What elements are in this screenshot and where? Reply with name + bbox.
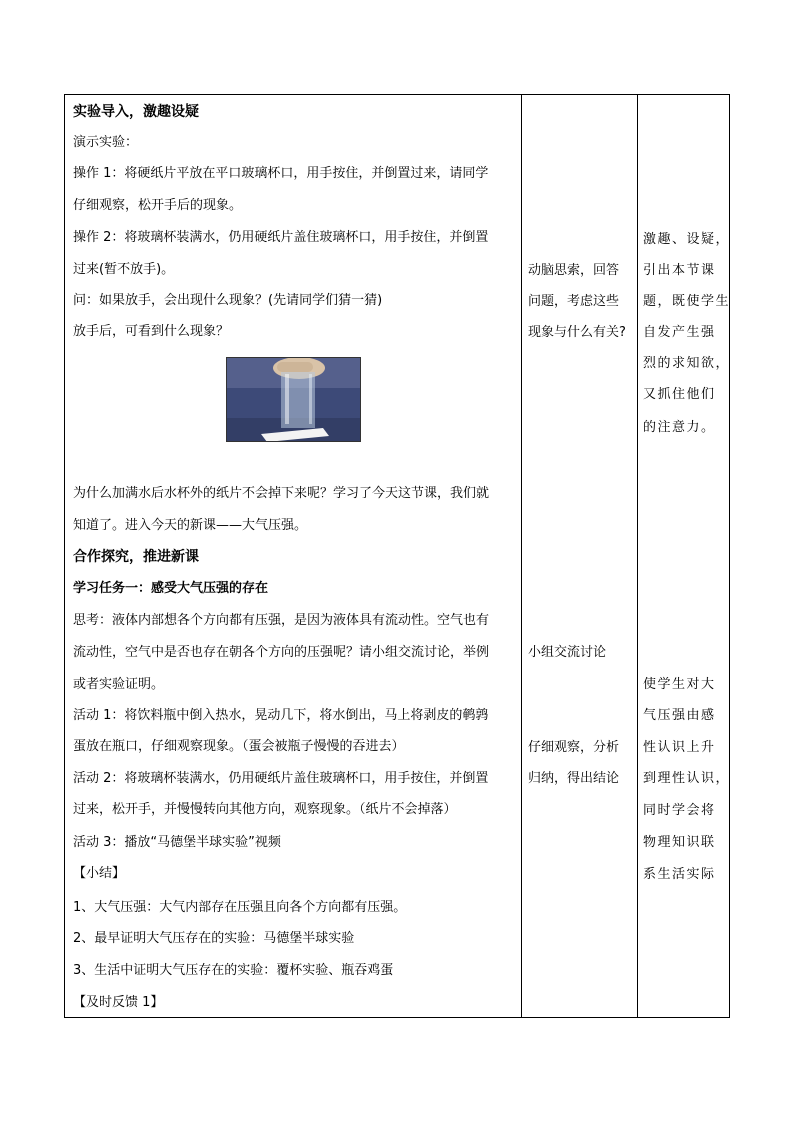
why-line2: 知道了。进入今天的新课——大气压强。: [73, 518, 308, 533]
act3-text: 活动 3：播放“马德堡半球实验”视频: [73, 835, 281, 850]
intent-1-line: 烈的求知欲，: [643, 356, 731, 371]
intent-2-line: 同时学会将: [643, 803, 716, 818]
think-line1: 思考：液体内部想各个方向都有压强，是因为液体具有流动性。空气也有: [73, 613, 490, 628]
intent-2-line: 到理性认识，: [643, 771, 731, 786]
task1-title: 学习任务一：感受大气压强的存在: [73, 581, 269, 596]
summary2: 2、最早证明大气压存在的实验：马德堡半球实验: [73, 931, 355, 946]
student-activity-1-line3: 现象与什么有关?: [528, 325, 626, 340]
student-activity-1-line1: 动脑思索，回答: [528, 263, 620, 278]
intent-1-line: 又抓住他们: [643, 387, 716, 402]
think-line3: 或者实验证明。: [73, 677, 165, 692]
op2-line2: 过来(暂不放手)。: [73, 262, 175, 277]
feedback-label: 【及时反馈 1】: [73, 995, 164, 1010]
why-line1: 为什么加满水后水杯外的纸片不会掉下来呢？学习了今天这节课，我们就: [73, 486, 490, 501]
intent-1-line: 的注意力。: [643, 420, 716, 435]
act1-line2: 蛋放在瓶口，仔细观察现象。（蛋会被瓶子慢慢的吞进去）: [73, 739, 405, 754]
act2-line2: 过来，松开手，并慢慢转向其他方向，观察现象。（纸片不会掉落）: [73, 802, 457, 817]
student-activity-3-line1: 仔细观察，分析: [528, 740, 620, 755]
intent-2-line: 使学生对大: [643, 677, 716, 692]
student-activity-1-line2: 问题，考虑这些: [528, 294, 620, 309]
intent-1-line: 激趣、设疑，: [643, 232, 731, 247]
think-line2: 流动性，空气中是否也存在朝各个方向的压强呢？请小组交流讨论，举例: [73, 645, 490, 660]
op1-line1: 操作 1：将硬纸片平放在平口玻璃杯口，用手按住，并倒置过来，请同学: [73, 166, 489, 181]
act1-line1: 活动 1：将饮料瓶中倒入热水，晃动几下，将水倒出，马上将剥皮的鹌鹑: [73, 708, 489, 723]
op2-line1: 操作 2：将玻璃杯装满水，仍用硬纸片盖住玻璃杯口，用手按住，并倒置: [73, 230, 489, 245]
intent-1-line: 题，既使学生: [643, 294, 731, 309]
teaching-process-column: [65, 95, 522, 1017]
inverted-glass-photo: [226, 357, 361, 442]
after-release-text: 放手后，可看到什么现象？: [73, 324, 230, 339]
question-text: 问：如果放手，会出现什么现象？(先请同学们猜一猜): [73, 293, 383, 308]
design-intent-column: [638, 95, 729, 1017]
student-activity-column: [522, 95, 638, 1017]
intent-1-line: 自发产生强: [643, 325, 716, 340]
section2-title: 合作探究，推进新课: [73, 549, 199, 565]
op1-line2: 仔细观察，松开手后的现象。: [73, 198, 243, 213]
section1-title: 实验导入，激趣设疑: [73, 104, 199, 120]
lesson-table: [64, 94, 730, 1018]
intent-2-line: 系生活实际: [643, 867, 716, 882]
summary-label: 【小结】: [73, 866, 126, 881]
student-activity-3-line2: 归纳，得出结论: [528, 771, 620, 786]
summary1: 1、大气压强：大气内部存在压强且向各个方向都有压强。: [73, 900, 407, 915]
intent-2-line: 物理知识联: [643, 835, 716, 850]
intent-2-line: 气压强由感: [643, 708, 716, 723]
intent-2-line: 性认识上升: [643, 740, 716, 755]
act2-line1: 活动 2：将玻璃杯装满水，仍用硬纸片盖住玻璃杯口，用手按住，并倒置: [73, 771, 489, 786]
student-activity-2: 小组交流讨论: [528, 645, 607, 660]
intent-1-line: 引出本节课: [643, 263, 716, 278]
summary3: 3、生活中证明大气压存在的实验：覆杯实验、瓶吞鸡蛋: [73, 963, 394, 978]
demo-label: 演示实验：: [73, 135, 139, 150]
